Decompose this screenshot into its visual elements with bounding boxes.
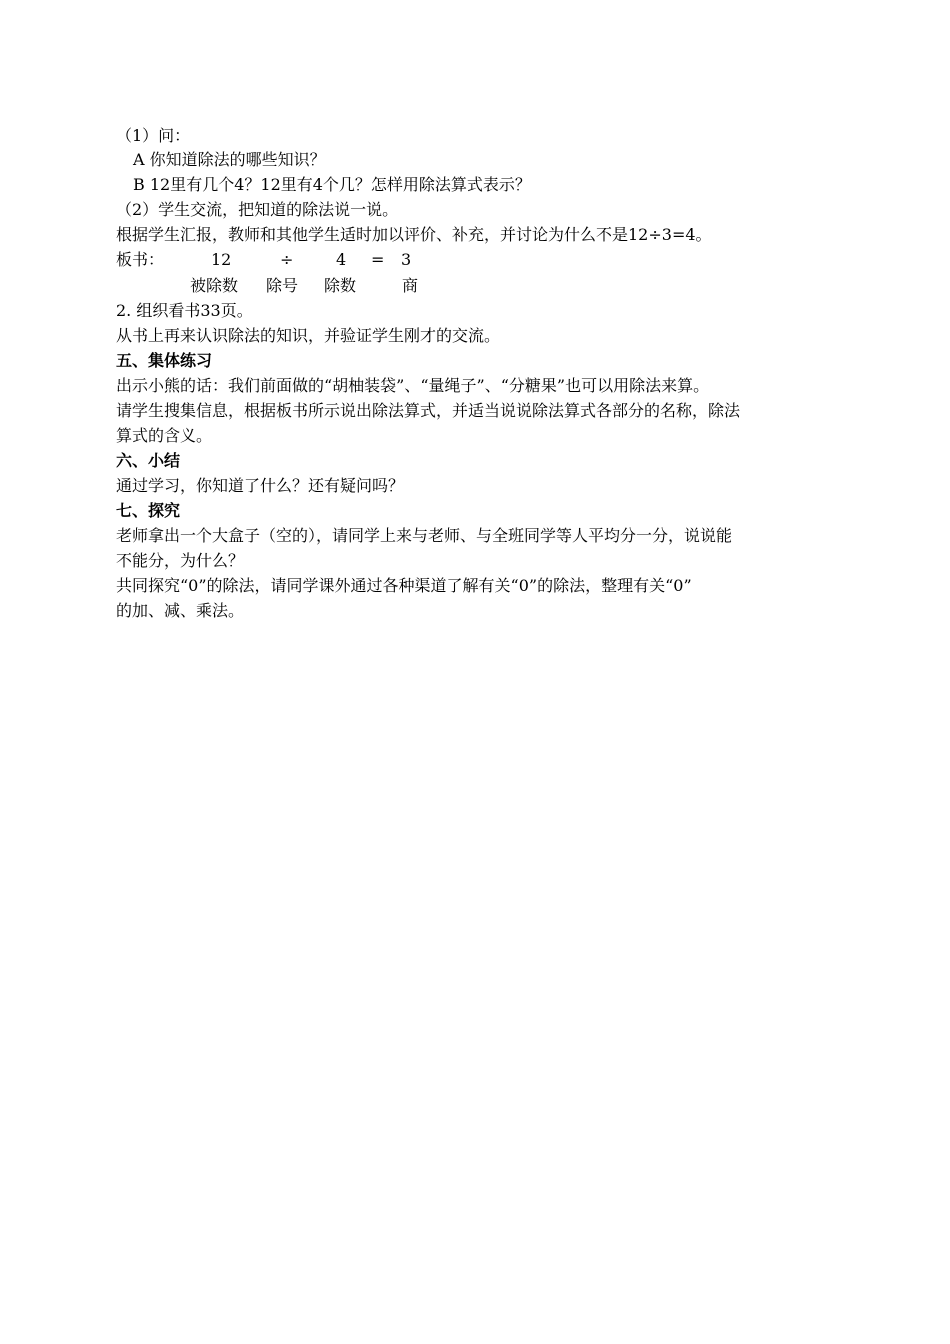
question-b: B 12里有几个4？12里有4个几？怎样用除法算式表示？: [133, 175, 531, 194]
section-6-heading: 六、小结: [116, 451, 181, 470]
board-dividend: 12: [211, 250, 232, 269]
board-divisor: 4: [336, 250, 347, 269]
board-division-sign-name: 除号: [266, 276, 299, 295]
read-book: 2. 组织看书33页。: [116, 301, 253, 320]
board-divisor-name: 除数: [324, 276, 357, 295]
section-5-line-1: 出示小熊的话：我们前面做的“胡柚装袋”、“量绳子”、“分糖果”也可以用除法来算。: [116, 376, 710, 395]
section-5-heading: 五、集体练习: [116, 351, 213, 370]
board-dividend-name: 被除数: [190, 276, 239, 295]
section-7-line-2: 不能分，为什么？: [116, 551, 245, 570]
board-quotient-name: 商: [402, 276, 419, 295]
section-7-line-4: 的加、减、乘法。: [116, 601, 245, 620]
board-quotient: 3: [401, 250, 412, 269]
question-heading: （1）问：: [116, 126, 191, 145]
section-7-heading: 七、探究: [116, 501, 181, 520]
board-equals-sign: =: [371, 250, 385, 269]
student-exchange: （2）学生交流，把知道的除法说一说。: [116, 200, 399, 219]
section-6-line-1: 通过学习，你知道了什么？还有疑问吗？: [116, 476, 405, 495]
section-7-line-1: 老师拿出一个大盒子（空的），请同学上来与老师、与全班同学等人平均分一分，说说能: [116, 526, 733, 545]
section-7-line-3: 共同探究“0”的除法，请同学课外通过各种渠道了解有关“0”的除法，整理有关“0”: [116, 576, 692, 595]
board-label: 板书：: [116, 250, 165, 269]
book-verification: 从书上再来认识除法的知识，并验证学生刚才的交流。: [116, 326, 501, 345]
section-5-line-3: 算式的含义。: [116, 426, 213, 445]
question-a: A 你知道除法的哪些知识？: [133, 150, 326, 169]
section-5-line-2: 请学生搜集信息，根据板书所示说出除法算式，并适当说说除法算式各部分的名称，除法: [116, 401, 741, 420]
board-division-sign: ÷: [280, 250, 294, 269]
teacher-evaluation: 根据学生汇报，教师和其他学生适时加以评价、补充，并讨论为什么不是12÷3=4。: [116, 225, 712, 244]
